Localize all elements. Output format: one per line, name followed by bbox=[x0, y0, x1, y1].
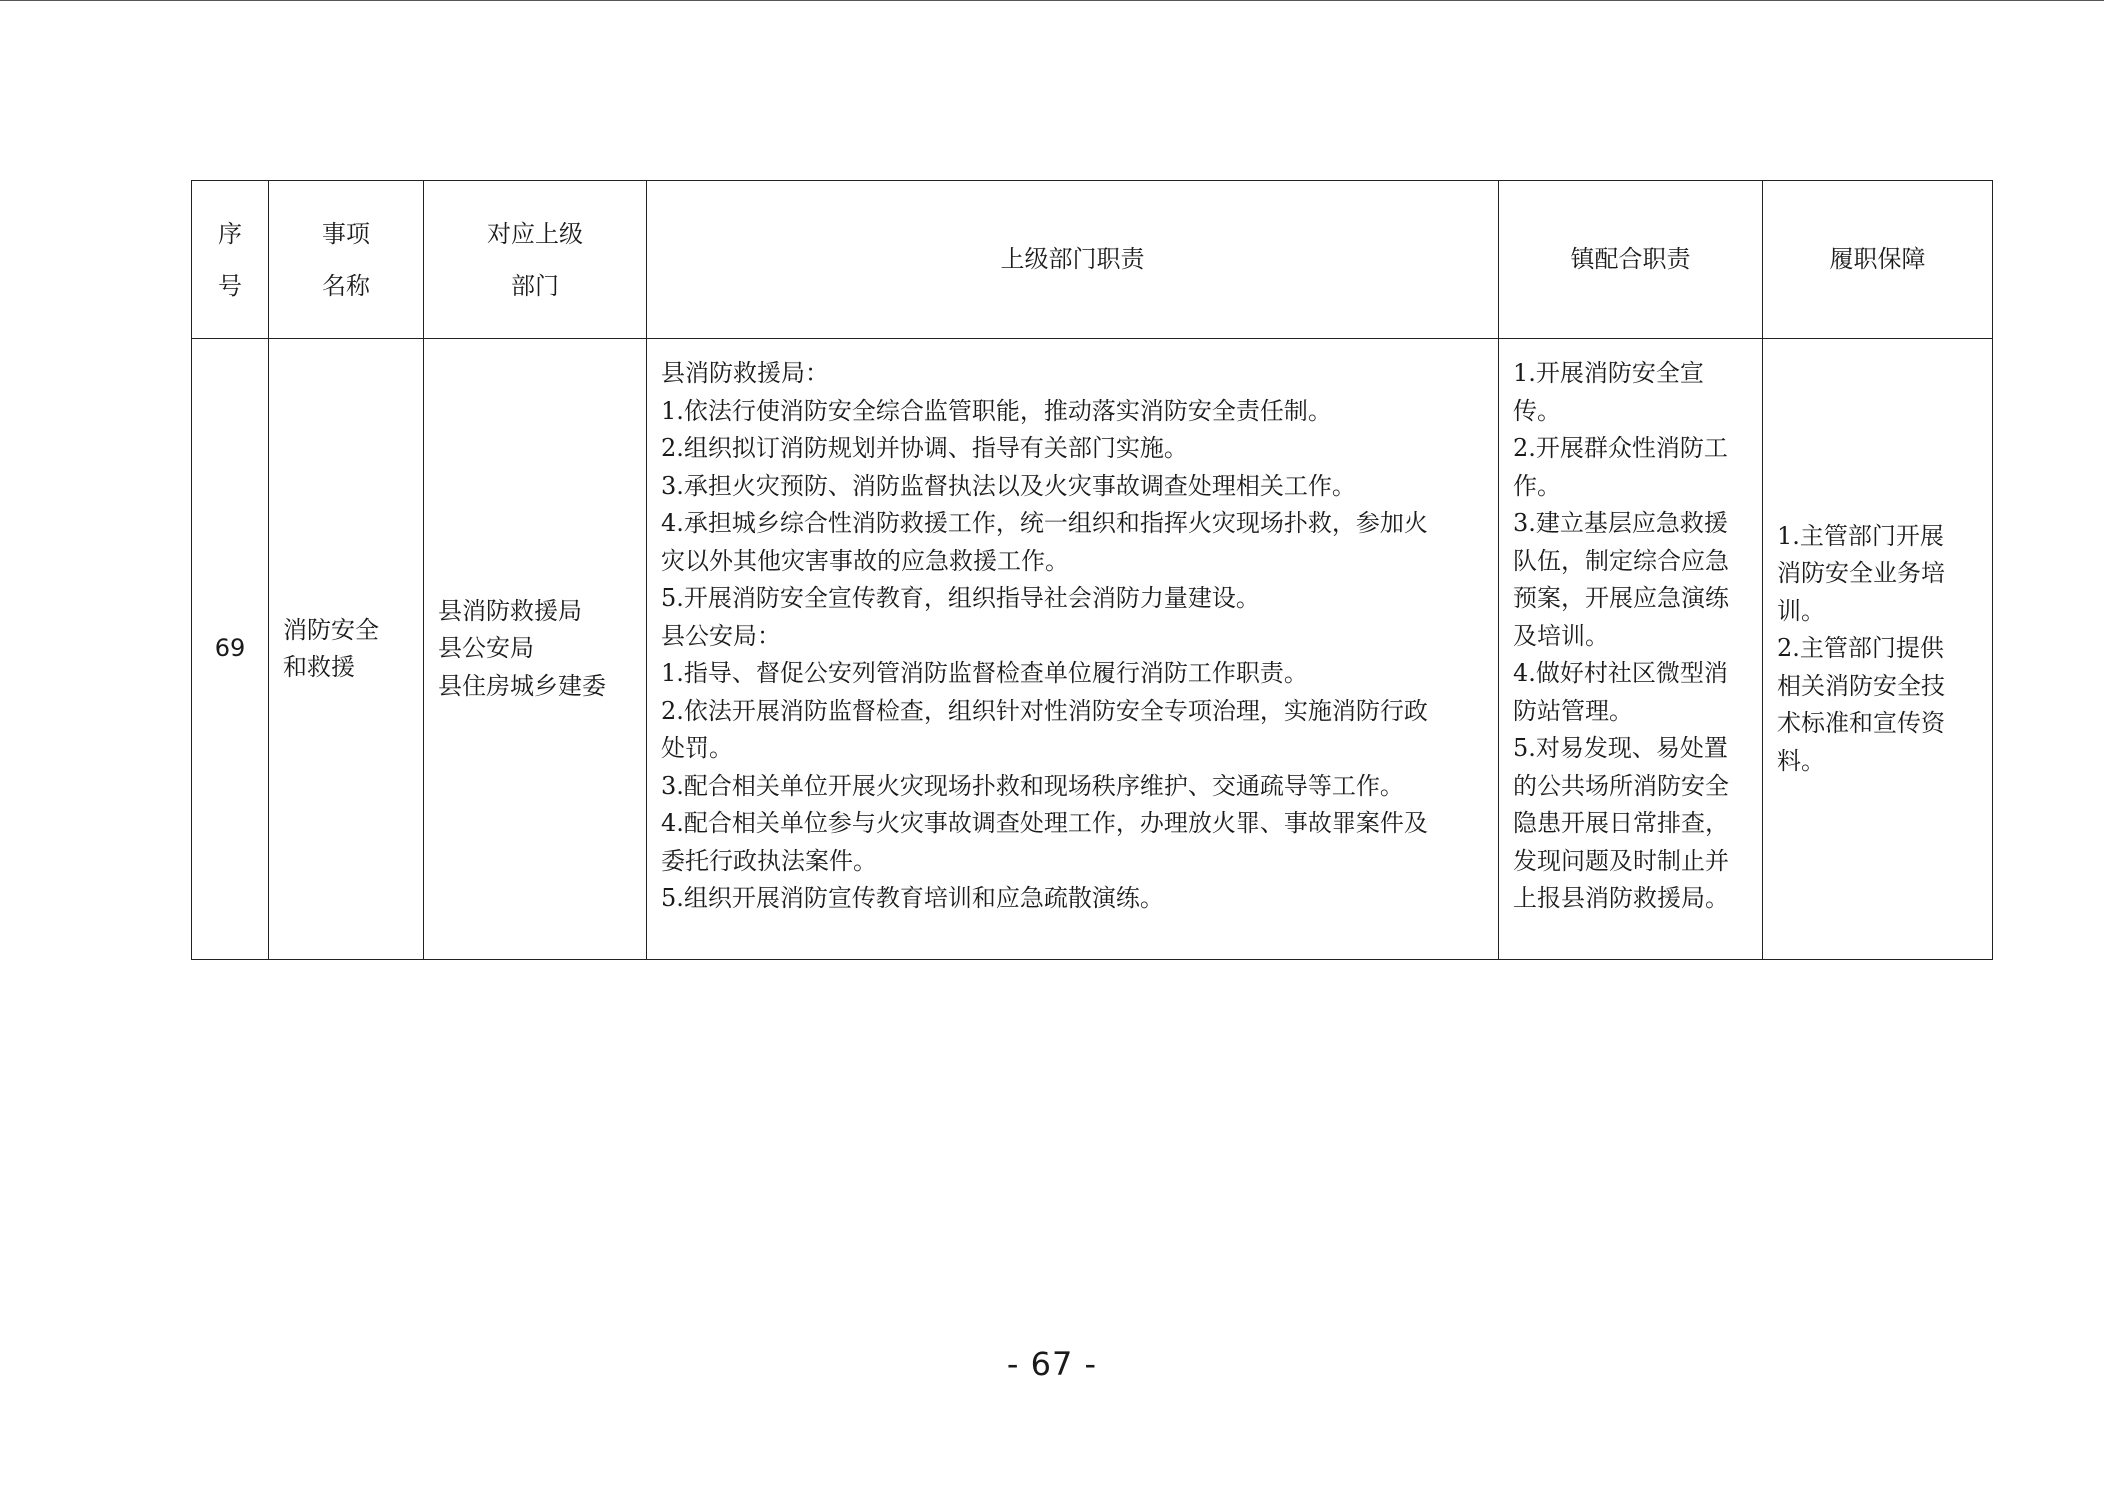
header-town-duties: 镇配合职责 bbox=[1499, 181, 1763, 339]
duty-line: 3.承担火灾预防、消防监督执法以及火灾事故调查处理相关工作。 bbox=[661, 471, 1356, 500]
header-item-line-2: 名称 bbox=[322, 271, 370, 300]
guarantee-line: 术标准和宣传资 bbox=[1777, 709, 1945, 738]
guarantee-line: 相关消防安全技 bbox=[1777, 671, 1945, 700]
town-line: 3.建立基层应急救援 bbox=[1513, 509, 1728, 537]
header-dept-line-1: 对应上级 bbox=[487, 219, 583, 248]
row-town-duties bbox=[1499, 339, 1763, 960]
row-superior-duties bbox=[647, 339, 1499, 960]
town-line: 隐患开展日常排查， bbox=[1513, 809, 1729, 837]
header-superior-dept bbox=[424, 181, 647, 339]
row-guarantee bbox=[1763, 339, 1993, 960]
duty-line: 4.承担城乡综合性消防救援工作，统一组织和指挥火灾现场扑救，参加火 bbox=[661, 509, 1428, 537]
duty-table bbox=[191, 180, 1993, 960]
header-item-line-1: 事项 bbox=[322, 219, 370, 248]
town-line: 队伍，制定综合应急 bbox=[1513, 546, 1729, 575]
town-line: 传。 bbox=[1513, 396, 1561, 425]
dept-line: 县住房城乡建委 bbox=[438, 671, 606, 700]
guarantee-line: 训。 bbox=[1777, 596, 1825, 625]
duty-line: 灾以外其他灾害事故的应急救援工作。 bbox=[661, 546, 1069, 575]
row-item-name bbox=[269, 339, 424, 960]
duty-line: 县消防救援局： bbox=[661, 359, 829, 387]
guarantee-line: 2.主管部门提供 bbox=[1777, 634, 1944, 663]
town-line: 1.开展消防安全宣 bbox=[1513, 359, 1704, 387]
town-line: 及培训。 bbox=[1513, 621, 1609, 650]
guarantee-line: 1.主管部门开展 bbox=[1777, 521, 1944, 550]
town-line: 防站管理。 bbox=[1513, 696, 1633, 725]
header-seq-line-1: 序 bbox=[218, 219, 242, 248]
table-header-row bbox=[192, 181, 1993, 339]
duty-line: 处罚。 bbox=[661, 734, 733, 762]
guarantee-line: 料。 bbox=[1777, 746, 1825, 775]
row-superior-depts bbox=[424, 339, 647, 960]
dept-line: 县消防救援局 bbox=[438, 596, 582, 625]
duty-line: 5.开展消防安全宣传教育，组织指导社会消防力量建设。 bbox=[661, 584, 1260, 612]
row-seq-number: 69 bbox=[192, 339, 269, 960]
town-line: 上报县消防救援局。 bbox=[1513, 884, 1729, 912]
header-item-name bbox=[269, 181, 424, 339]
page-number: - 67 - bbox=[1006, 1345, 1098, 1383]
duty-line: 委托行政执法案件。 bbox=[661, 846, 877, 875]
town-line: 的公共场所消防安全 bbox=[1513, 771, 1729, 800]
town-line: 发现问题及时制止并 bbox=[1513, 846, 1729, 875]
duty-line: 4.配合相关单位参与火灾事故调查处理工作，办理放火罪、事故罪案件及 bbox=[661, 809, 1428, 837]
town-line: 2.开展群众性消防工 bbox=[1513, 434, 1728, 462]
page-top-edge bbox=[0, 0, 2104, 1]
duty-line: 1.依法行使消防安全综合监管职能，推动落实消防安全责任制。 bbox=[661, 396, 1332, 425]
town-line: 预案，开展应急演练 bbox=[1513, 584, 1729, 612]
town-line: 作。 bbox=[1513, 471, 1561, 500]
item-name-line: 消防安全 bbox=[283, 615, 379, 644]
header-seq-line-2: 号 bbox=[218, 271, 242, 300]
guarantee-line: 消防安全业务培 bbox=[1777, 559, 1945, 588]
header-seq bbox=[192, 181, 269, 339]
header-superior-duties: 上级部门职责 bbox=[647, 181, 1499, 339]
item-name-line: 和救援 bbox=[283, 653, 355, 681]
duty-line: 1.指导、督促公安列管消防监督检查单位履行消防工作职责。 bbox=[661, 659, 1308, 687]
dept-line: 县公安局 bbox=[438, 634, 534, 663]
duty-line: 5.组织开展消防宣传教育培训和应急疏散演练。 bbox=[661, 884, 1164, 912]
town-line: 5.对易发现、易处置 bbox=[1513, 734, 1728, 762]
table-row bbox=[192, 339, 1993, 960]
duty-line: 3.配合相关单位开展火灾现场扑救和现场秩序维护、交通疏导等工作。 bbox=[661, 771, 1404, 800]
header-guarantee: 履职保障 bbox=[1763, 181, 1993, 339]
duty-line: 2.组织拟订消防规划并协调、指导有关部门实施。 bbox=[661, 434, 1188, 462]
header-dept-line-2: 部门 bbox=[511, 271, 559, 300]
duty-line: 2.依法开展消防监督检查，组织针对性消防安全专项治理，实施消防行政 bbox=[661, 696, 1428, 725]
duty-line: 县公安局： bbox=[661, 621, 781, 650]
town-line: 4.做好村社区微型消 bbox=[1513, 659, 1728, 687]
